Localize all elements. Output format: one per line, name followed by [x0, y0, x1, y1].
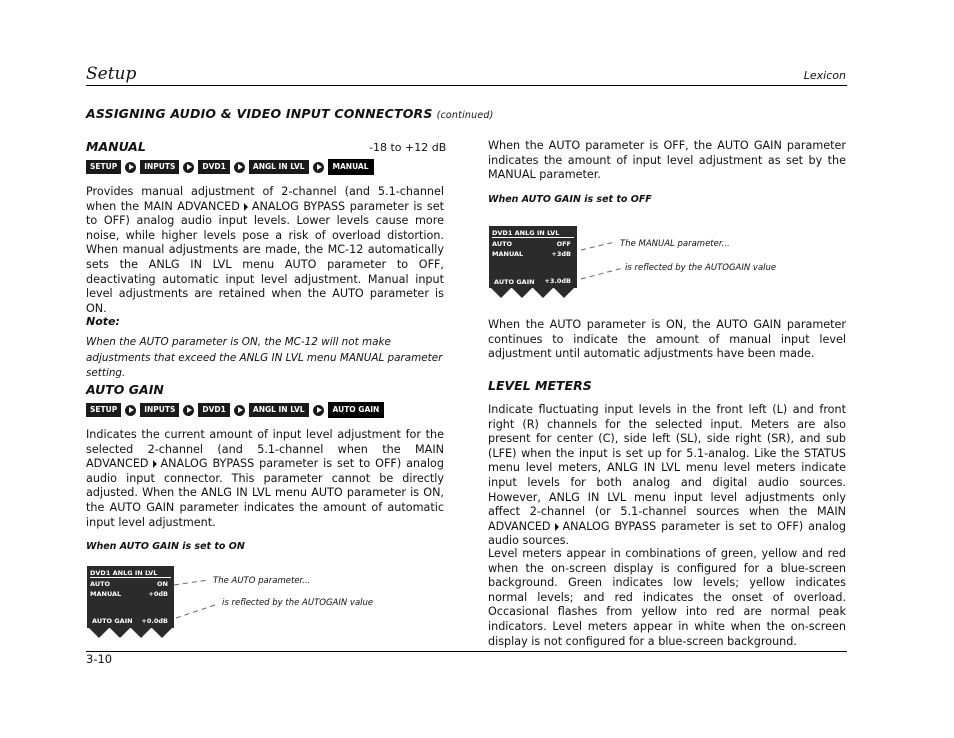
- osd-gain-value: +3.0dB: [544, 277, 571, 285]
- menu-pill-dvd1: DVD1: [198, 160, 229, 174]
- brand-name: Lexicon: [803, 69, 846, 82]
- osd-gain-value: +0.0dB: [141, 617, 168, 625]
- osd-auto-value: ON: [157, 580, 168, 588]
- manual-heading: MANUAL: [86, 139, 146, 154]
- level-meters-description: [488, 403, 846, 549]
- arrow-right-icon: [183, 162, 194, 173]
- osd-divider: [492, 237, 574, 238]
- note-heading: Note:: [86, 315, 120, 328]
- osd-manual-label: MANUAL: [90, 590, 122, 598]
- osd-gain-label: AUTO GAIN: [494, 278, 535, 286]
- menu-pill-angl-in-lvl: ANGL IN LVL: [249, 403, 309, 417]
- manual-body-part2: ANALOG BYPASS parameter is set to OFF) analog audio input levels. Lower levels cause more noise, while higher levels pose a risk of overload distortion. When manual adjustments are made, the MC-12 automatically sets the ANLG IN LVL menu AUTO parameter to OFF, deactivating automatic input level adjustment. Manual input level adjustments are retained when the AUTO parameter is ON.: [86, 199, 444, 315]
- level-meters-body-part1: Indicate fluctuating input levels in the front left (L) and front right (R) channels for the selected input. Meters are also present for center (C), side left (SL), side right (SR), and sub (LFE) when the input is set up for 5.1-analog. Like the STATUS menu level meters, ANLG IN LVL menu level meters indicate input levels for both analog and digital audio sources. However, ANLG IN LVL menu input level adjustments only affect 2-channel (or 5.1-channel sources when the MAIN ADVANCED: [488, 403, 846, 533]
- arrow-right-icon: [125, 405, 136, 416]
- auto-gain-description: [86, 428, 444, 530]
- meter-triangle-icon: [512, 288, 532, 298]
- osd-manual-value: +0dB: [148, 590, 168, 598]
- meter-triangle-icon: [152, 628, 172, 638]
- arrow-right-icon: [234, 162, 245, 173]
- arrow-right-icon: [125, 162, 136, 173]
- manual-body-part1: Provides manual adjustment of 2-channel (and 5.1-channel when the MAIN ADVANCED: [86, 185, 444, 213]
- page-header-title: Setup: [86, 64, 137, 84]
- footer-rule: [86, 651, 847, 652]
- meter-triangle-icon: [89, 628, 109, 638]
- callout-autogain-value: is reflected by the AUTOGAIN value: [222, 598, 374, 608]
- auto-gain-body-part1: Indicates the current amount of input level adjustment for the selected 2-channel (and 5.1-channel when the MAIN ADVANCED: [86, 428, 444, 471]
- osd-title: DVD1 ANLG IN LVL: [90, 569, 158, 577]
- auto-off-description: When the AUTO parameter is OFF, the AUTO GAIN parameter indicates the amount of input level adjustment as set by the MANUAL parameter.: [488, 139, 846, 182]
- osd-auto-label: AUTO: [90, 580, 111, 588]
- auto-gain-menu-path: [86, 403, 384, 417]
- menu-pill-inputs: INPUTS: [140, 160, 179, 174]
- callout-autogain-value: is reflected by the AUTOGAIN value: [625, 263, 777, 273]
- triangle-right-icon: [555, 523, 559, 531]
- auto-gain-body-part2: ANALOG BYPASS parameter is set to OFF) analog audio input connector. This parameter cannot be directly adjusted. When the ANLG IN LVL menu AUTO parameter is ON, the AUTO GAIN parameter indicates the amount of automatic input level adjustment.: [86, 457, 444, 529]
- osd-title: DVD1 ANLG IN LVL: [492, 229, 560, 237]
- level-meters-body-part2: ANALOG BYPASS parameter is set to OFF) analog audio sources.: [488, 519, 846, 548]
- auto-gain-off-caption: When AUTO GAIN is set to OFF: [488, 194, 652, 205]
- osd-screen-auto-on: [87, 566, 174, 628]
- osd-screen-auto-off: [489, 226, 577, 288]
- manual-menu-path: [86, 160, 374, 174]
- triangle-right-icon: [244, 203, 248, 211]
- manual-range: -18 to +12 dB: [369, 141, 447, 154]
- callout-auto-parameter: The AUTO parameter...: [213, 576, 311, 586]
- osd-auto-label: AUTO: [492, 240, 513, 248]
- meter-triangle-icon: [110, 628, 130, 638]
- manual-description: [86, 185, 444, 316]
- arrow-right-icon: [234, 405, 245, 416]
- auto-gain-on-caption: When AUTO GAIN is set to ON: [86, 541, 245, 552]
- note-text: When the AUTO parameter is ON, the MC-12 will not make adjustments that exceed the ANLG IN LVL menu MANUAL parameter setting.: [86, 336, 443, 379]
- menu-pill-auto-gain: AUTO GAIN: [328, 402, 385, 418]
- level-meters-colors: Level meters appear in combinations of green, yellow and red when the on-screen display is configured for a blue-screen background. Green indicates low levels; yellow indicates normal levels; and red indicates the onset of overload. Occasional flashes from yellow into red are normal peak indicators. Level meters appear in white when the on-screen display is not configured for a blue-screen background.: [488, 547, 846, 648]
- osd-gain-label: AUTO GAIN: [92, 617, 133, 625]
- triangle-right-icon: [153, 460, 157, 468]
- auto-on-description: When the AUTO parameter is ON, the AUTO GAIN parameter continues to indicate the amount of manual input level adjustment until automatic adjustments have been made.: [488, 318, 846, 361]
- auto-gain-heading: AUTO GAIN: [86, 382, 164, 397]
- arrow-right-icon: [313, 162, 324, 173]
- osd-divider: [90, 577, 171, 578]
- menu-pill-setup: SETUP: [86, 160, 121, 174]
- menu-pill-manual: MANUAL: [328, 159, 374, 175]
- section-heading: [86, 106, 494, 121]
- section-title: ASSIGNING AUDIO & VIDEO INPUT CONNECTORS: [86, 106, 433, 121]
- meter-triangle-icon: [533, 288, 553, 298]
- osd-manual-label: MANUAL: [492, 250, 524, 258]
- arrow-right-icon: [183, 405, 194, 416]
- osd-auto-value: OFF: [556, 240, 571, 248]
- meter-triangle-icon: [554, 288, 574, 298]
- menu-pill-inputs: INPUTS: [140, 403, 179, 417]
- arrow-right-icon: [313, 405, 324, 416]
- menu-pill-dvd1: DVD1: [198, 403, 229, 417]
- osd-manual-value: +3dB: [551, 250, 571, 258]
- meter-triangle-icon: [131, 628, 151, 638]
- menu-pill-angl-in-lvl: ANGL IN LVL: [249, 160, 309, 174]
- callout-manual-parameter: The MANUAL parameter...: [620, 239, 730, 249]
- menu-pill-setup: SETUP: [86, 403, 121, 417]
- section-continued: (continued): [436, 110, 494, 121]
- meter-triangle-icon: [491, 288, 511, 298]
- level-meters-heading: LEVEL METERS: [488, 378, 592, 393]
- page-number: 3-10: [86, 652, 113, 666]
- header-rule: [86, 85, 847, 86]
